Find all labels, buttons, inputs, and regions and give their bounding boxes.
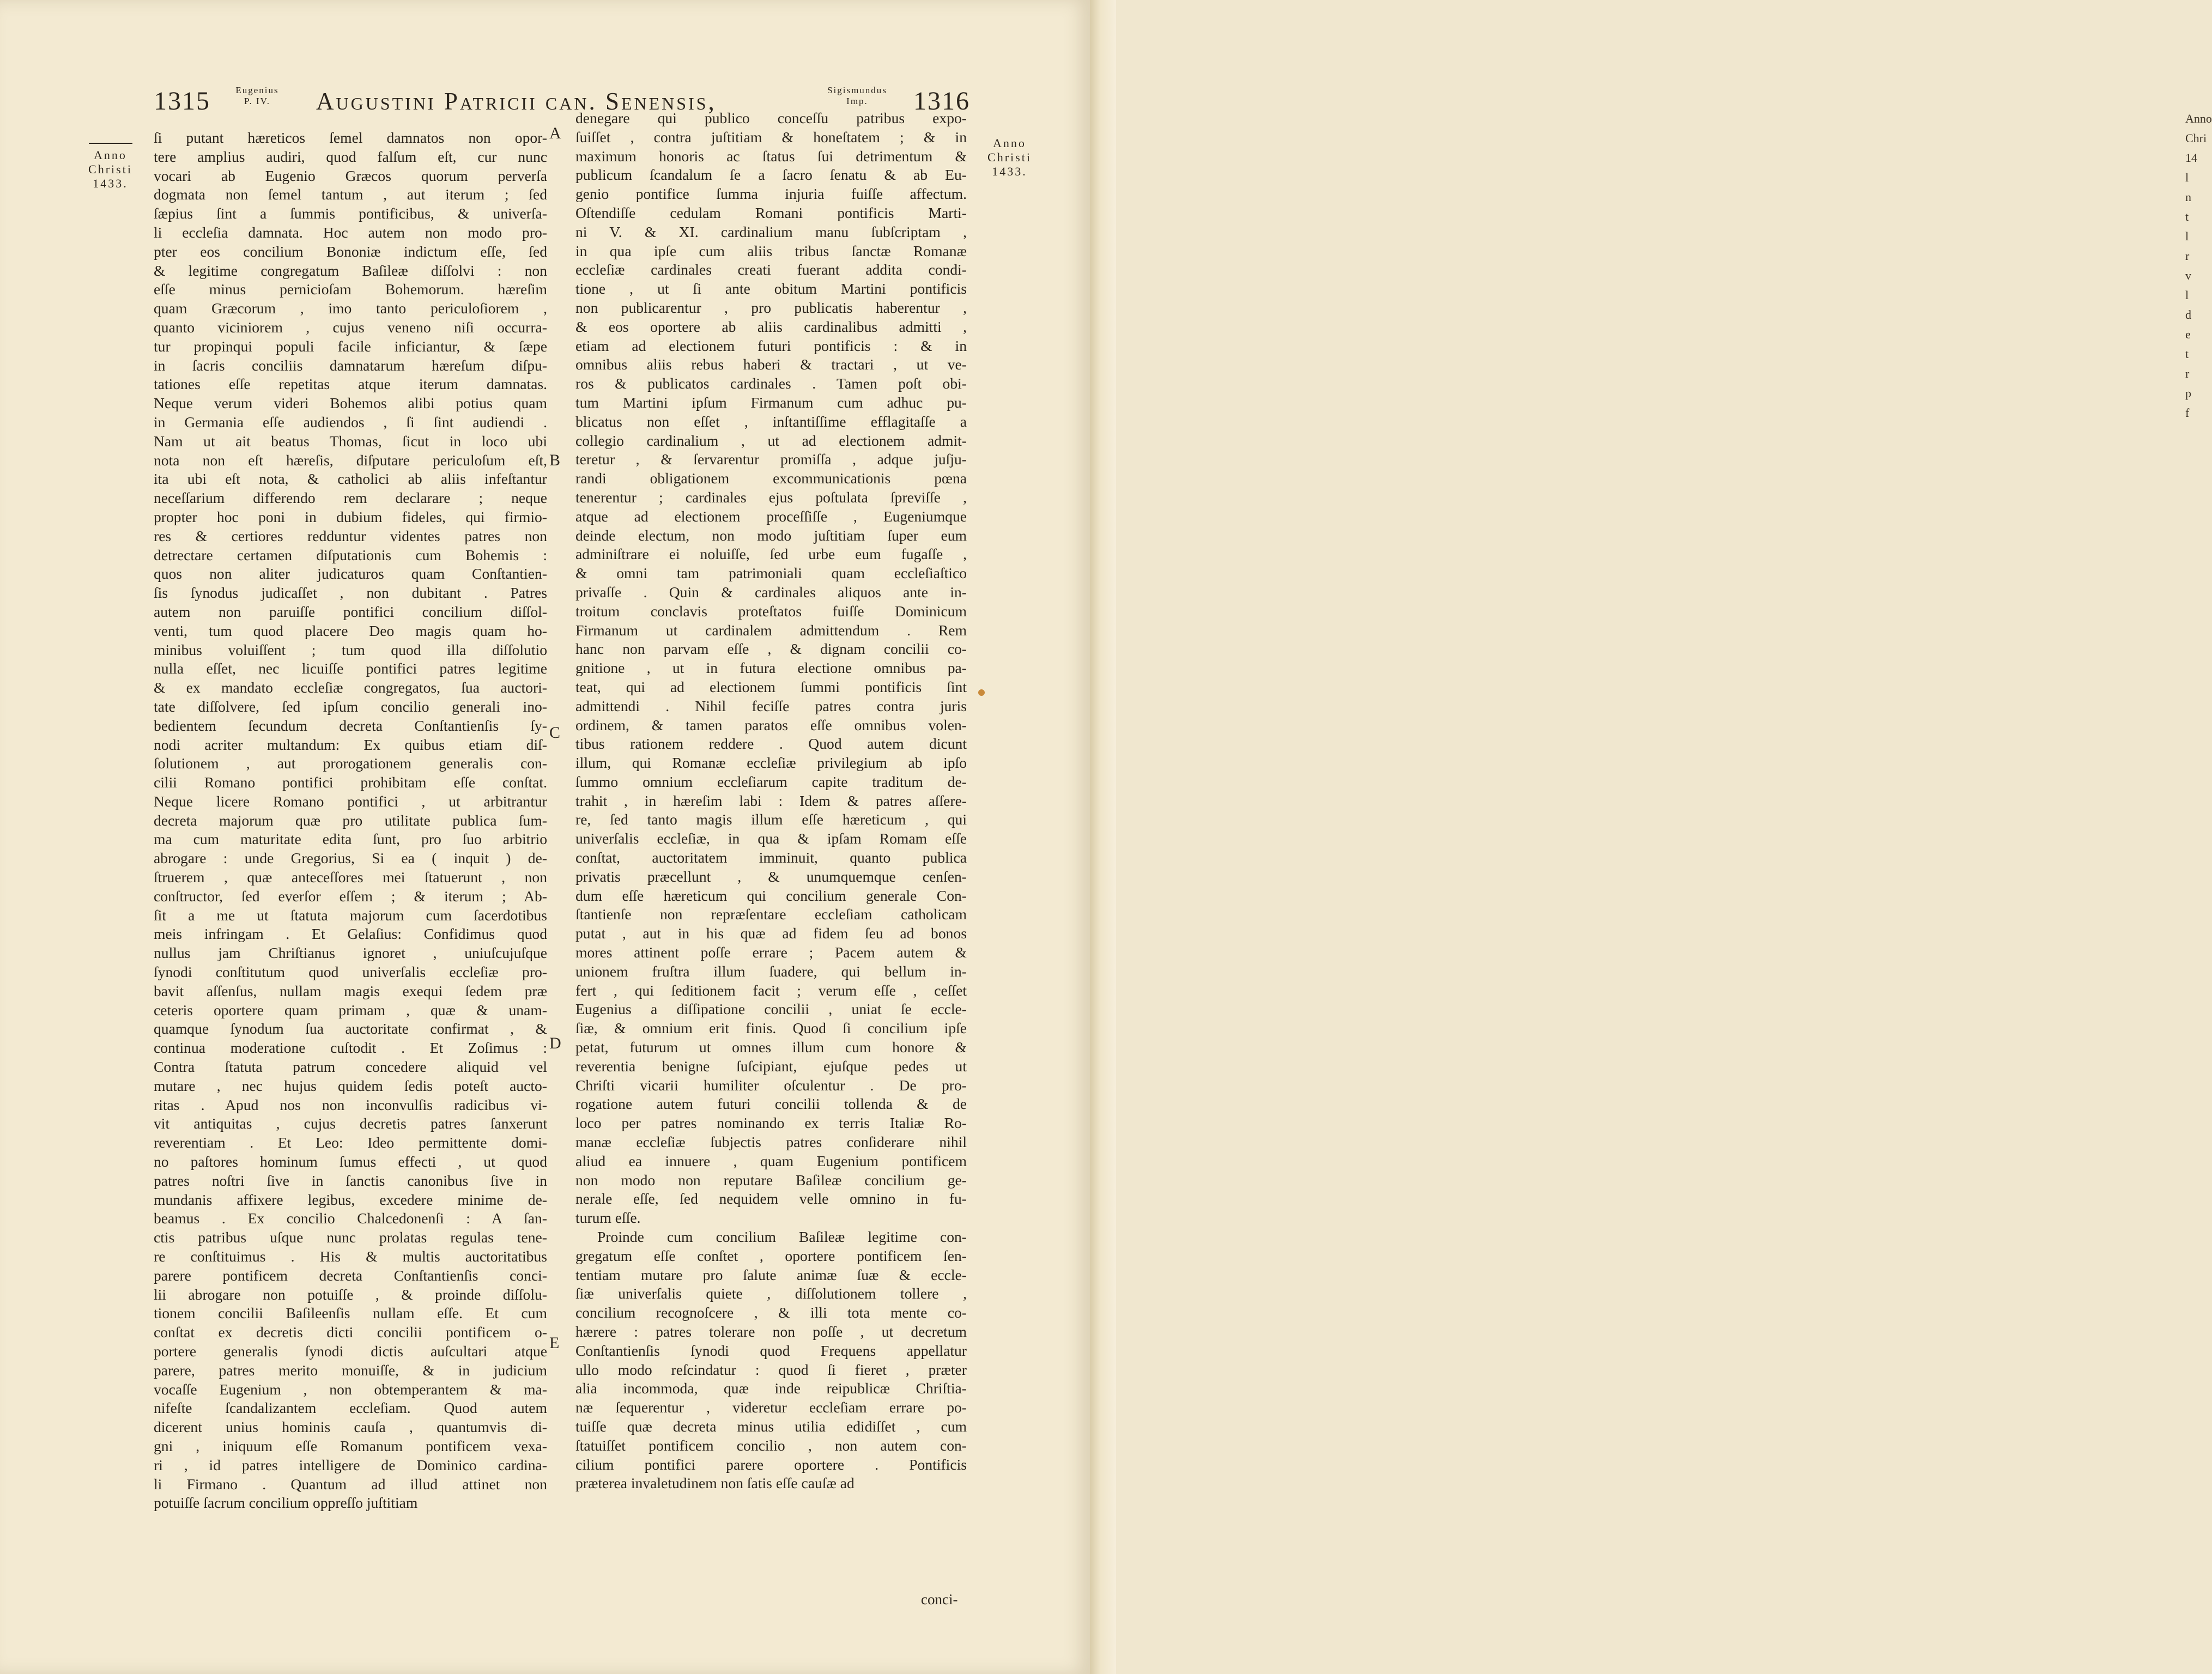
text-line: illum, qui Romanæ eccleſiæ privilegium ab ipſo: [575, 754, 967, 772]
text-line: li eccleſia damnata. Hoc autem non modo pro-: [154, 223, 547, 241]
text-line: venti, tum quod placere Deo magis quam ho-: [154, 622, 547, 639]
text-line: concilium recognoſcere , & illi tota mente co-: [575, 1304, 967, 1321]
text-line: conſtat ex decretis dicti concilii pontificem o-: [154, 1324, 547, 1341]
left-margin-note: [76, 143, 144, 191]
book-gutter: [1090, 0, 2212, 1674]
text-line: privatis præcellunt , & unumquemque cenſen-: [575, 868, 967, 885]
text-line: alia incommoda, quæ inde reipublicæ Chriſtia-: [575, 1380, 967, 1397]
text-line: tum Martini ipſum Firmanum cum adhuc pu-: [575, 393, 967, 411]
text-line: quos non aliter judicaturos quam Conſtantien-: [154, 565, 547, 583]
text-line: atque ad electionem proceſſiſſe , Eugeniumque: [575, 507, 967, 525]
text-line: patres noſtri ſive in ſanctis canonibus ſive in: [154, 1172, 547, 1189]
text-line: Neque licere Romano pontifici , ut arbitrantur: [154, 792, 547, 810]
text-line: omnibus aliis rebus haberi & tractari , ut ve-: [575, 356, 967, 373]
section-letters: [549, 0, 571, 1674]
text-line: tur propinqui populi facile inficiantur, & ſæpe: [154, 337, 547, 355]
catchword: conci-: [921, 1591, 958, 1608]
text-line: mutare , nec hujus quidem ſedis poteſt aucto-: [154, 1077, 547, 1094]
text-line: non modo non reputare Baſileæ concilium ge-: [575, 1171, 967, 1188]
margin-dash: [89, 143, 132, 144]
text-line: troitum conclavis proteſtatos fuiſſe Dominicum: [575, 602, 967, 620]
text-line: Chriſti vicarii humiliter oſculentur . De pro-: [575, 1076, 967, 1094]
left-header-note: [225, 85, 290, 107]
right-text-column: [575, 109, 967, 1493]
text-line: eſſe minus pernicioſam Bohemorum. hæreſim: [154, 281, 547, 298]
page-title: Augustini Patricii can. Senensis,: [316, 88, 717, 115]
text-line: gnitione , ut in futura electione omnibus pa-: [575, 659, 967, 677]
text-line: ordinem, & tamen paratos eſſe omnibus volen-: [575, 716, 967, 733]
text-line: ctis patribus uſque nunc prolatas regulas tene-: [154, 1229, 547, 1246]
text-line: mundanis affixere legibus, excedere minime de-: [154, 1191, 547, 1208]
text-line: nodi acriter multandum: Ex quibus etiam diſ-: [154, 736, 547, 753]
text-line: deinde electum, non modo juſtitiam ſuper eum: [575, 526, 967, 544]
next-page-fragment-line: l: [2185, 288, 2189, 302]
text-line: pter eos concilium Bononiæ indictum eſſe, ſed: [154, 242, 547, 260]
text-line: tionem concilii Baſileenſis nullam eſſe. Et cum: [154, 1305, 547, 1322]
text-line: gregatum eſſe conſtet , oportere pontificem ſen-: [575, 1247, 967, 1264]
margin-anno: Anno: [94, 148, 127, 162]
next-page-fragment-line: f: [2185, 406, 2190, 420]
text-line: univerſalis eccleſiæ, in qua & ipſam Romam eſſe: [575, 830, 967, 847]
text-line: turum eſſe.: [575, 1209, 641, 1227]
text-line: Oſtendiſſe cedulam Romani pontificis Marti-: [575, 204, 967, 221]
text-line: vit antiquitas , cujus decretis patres ſanxerunt: [154, 1115, 547, 1132]
text-line: minibus voluiſſent ; tum quod illa diſſolutio: [154, 641, 547, 658]
next-page-fragment-line: Chri: [2185, 131, 2207, 145]
text-line: autem non paruiſſe pontifici concilium diſſol-: [154, 603, 547, 620]
text-line: præterea invaletudinem non ſatis eſſe cauſæ ad: [575, 1475, 855, 1492]
right-page-number: 1316: [913, 87, 970, 116]
next-page-fragment-line: d: [2185, 308, 2191, 322]
text-line: quam Græcorum , imo tanto periculoſiorem ,: [154, 300, 547, 317]
margin-anno: Anno: [993, 136, 1026, 150]
next-page-fragment-line: p: [2185, 386, 2191, 400]
text-line: reverentia benigne ſuſcipiant, ejuſque pedes ut: [575, 1057, 967, 1075]
text-line: re, ſed tanto magis illum eſſe hæreticum , qui: [575, 811, 967, 828]
next-page-fragment-line: v: [2185, 269, 2191, 282]
left-header-note-line1: Eugenius: [235, 85, 279, 95]
margin-christi: Christi: [987, 150, 1032, 164]
text-line: parere pontificem decreta Conſtantienſis conci-: [154, 1266, 547, 1284]
right-header-note-line2: Imp.: [846, 96, 868, 106]
text-line: Contra ſtatuta patrum concedere aliquid vel: [154, 1058, 547, 1076]
text-line: ſolutionem , aut prorogationem generalis con-: [154, 755, 547, 772]
text-line: vocari ab Eugenio Græcos quorum perverſa: [154, 167, 547, 184]
text-line: rogatione autem futuri concilii tollenda & de: [575, 1095, 967, 1113]
text-line: in ſacris conciliis damnatarum hæreſum diſpu-: [154, 356, 547, 374]
next-page-fragment-line: l: [2185, 171, 2189, 184]
text-line: ullo modo reſcindatur : quod ſi fieret , præter: [575, 1361, 967, 1378]
text-line: genio pontifice ſumma injuria fuiſſe affectum.: [575, 185, 967, 203]
text-line: bavit aſſenſus, nullam magis exequi ſedem præ: [154, 982, 547, 999]
text-line: ſtruerem , quæ anteceſſores mei ſtatuerunt , non: [154, 869, 547, 886]
text-line: teretur , & ſervarentur promiſſa , adque juſju-: [575, 451, 967, 468]
text-line: admittendi . Nihil feciſſe patres contra juris: [575, 697, 967, 714]
text-line: privaſſe . Quin & cardinales aliquos ante in-: [575, 583, 967, 601]
text-line: ma cum maturitate edita ſunt, pro ſuo arbitrio: [154, 830, 547, 848]
text-line: propter hoc poni in dubium fideles, qui firmio-: [154, 508, 547, 525]
text-line: etiam ad electionem futuri pontificis : & in: [575, 337, 967, 354]
text-line: quamque ſynodum ſua auctoritate confirmat , &: [154, 1020, 547, 1038]
text-line: li Firmano . Quantum ad illud attinet non: [154, 1475, 547, 1493]
text-line: gni , iniquum eſſe Romanum pontificem vexa-: [154, 1437, 547, 1454]
text-line: tere amplius audiri, quod falſum eſt, cur nunc: [154, 148, 547, 165]
right-margin-note: [975, 136, 1044, 179]
text-line: tenerentur ; cardinales ejus poſtulata ſpreviſſe ,: [575, 488, 967, 506]
next-page-fragment-line: l: [2185, 229, 2189, 243]
text-line: ita ubi eſt nota, & catholici ab aliis infeſtantur: [154, 470, 547, 488]
text-line: collegio cardinalium , ut ad electionem admit-: [575, 432, 967, 449]
text-line: abrogare : unde Gregorius, Si ea ( inquit ) de-: [154, 850, 547, 867]
text-line: Firmanum ut cardinalem admittendum . Rem: [575, 621, 967, 639]
text-line: tate diſſolvere, ſed ipſum concilio generali ino-: [154, 698, 547, 715]
right-header-note: [805, 85, 909, 107]
text-line: conſtat, auctoritatem imminuit, quanto publica: [575, 849, 967, 866]
text-line: parere, patres merito monuiſſe, & in judicium: [154, 1361, 547, 1379]
left-header-note-line2: P. IV.: [244, 96, 271, 106]
text-line: ſtantienſe non repræſentare eccleſiam catholicam: [575, 906, 967, 923]
text-line: ni V. & XI. cardinalium manu ſubſcriptam ,: [575, 223, 967, 240]
text-line: cilium pontifici parere oportere . Pontificis: [575, 1455, 967, 1473]
text-line: tibus rationem reddere . Quod autem dicunt: [575, 735, 967, 753]
text-line: & omni tam patrimoniali quam eccleſiaſtico: [575, 565, 967, 582]
next-page-fragment-line: t: [2185, 210, 2189, 223]
text-line: cilii Romano pontifici prohibitam eſſe conſtat.: [154, 774, 547, 791]
ink-spot: [978, 689, 985, 696]
text-line: blicatus non eſſet , inſtantiſſime efflagitaſſe a: [575, 413, 967, 430]
text-line: næ ſequerentur , videretur eccleſiam errare po-: [575, 1399, 967, 1416]
section-letter: C: [549, 724, 561, 742]
text-line: vocaſſe Eugenium , non obtemperantem & ma-: [154, 1380, 547, 1398]
text-line: tentiam mutare pro ſalute animæ ſuæ & eccle-: [575, 1266, 967, 1283]
margin-year: 1433.: [93, 177, 128, 190]
text-line: nota non eſt hæreſis, diſputare periculoſum eſt,: [154, 451, 547, 469]
next-page-fragment-line: Anno: [2185, 112, 2212, 125]
text-line: tuiſſe quæ decreta minus utilia edidiſſet , cum: [575, 1417, 967, 1435]
section-letter: E: [549, 1334, 560, 1352]
margin-year: 1433.: [992, 165, 1027, 178]
text-line: mores attinent poſſe errare ; Pacem autem &: [575, 944, 967, 961]
text-line: conſtructor, ſed everſor eſſem ; & iterum ; Ab-: [154, 887, 547, 905]
text-line: ceteris oportere quam primam , quæ & unam-: [154, 1001, 547, 1018]
text-line: Neque verum videri Bohemos alibi potius quam: [154, 395, 547, 412]
text-line: nullus jam Chriſtianus ignoret , uniuſcujuſque: [154, 944, 547, 962]
text-line: dum eſſe hæreticum qui concilium generale Con-: [575, 887, 967, 904]
text-line: teat, qui ad electionem ſummi pontificis ſint: [575, 678, 967, 695]
text-line: nulla eſſet, nec licuiſſe pontifici patres legitime: [154, 660, 547, 677]
next-page-fragment-line: r: [2185, 367, 2190, 380]
text-line: ſummo omnium eccleſiarum capite traditum de-: [575, 773, 967, 790]
text-line: ſiæ, & omnium erit finis. Quod ſi concilium ipſe: [575, 1020, 967, 1037]
text-line: Conſtantienſis ſynodi quod Frequens appellatur: [575, 1342, 967, 1359]
text-line: detrectare certamen diſputationis cum Bohemis :: [154, 546, 547, 563]
section-letter: D: [549, 1034, 561, 1052]
text-line: tione , ut ſi ante obitum Martini pontificis: [575, 280, 967, 298]
text-line: eccleſiæ cardinales creati fuerant addita condi-: [575, 261, 967, 278]
text-line: ri , id patres intelligere de Dominico cardina-: [154, 1456, 547, 1473]
text-line: ſis ſynodus judicaſſet , non dubitant . Patres: [154, 584, 547, 602]
text-line: continua moderatione cuſtodit . Et Zoſimus :: [154, 1039, 547, 1057]
text-line: in Germania eſſe audiendos , ſi ſint audiendi .: [154, 413, 547, 430]
text-line: bedientem ſecundum decreta Conſtantienſis ſy-: [154, 717, 547, 734]
text-line: & eos oportere ab aliis cardinalibus admitti ,: [575, 318, 967, 335]
text-line: dicerent unius hominis cauſa , quantumvis di-: [154, 1418, 547, 1436]
text-line: unionem fruſtra illum ſuadere, qui bellum in-: [575, 962, 967, 980]
text-line: ſæpius ſint a ſummis pontificibus, & univerſa-: [154, 205, 547, 222]
text-line: tationes eſſe repetitas atque iterum damnatas.: [154, 375, 547, 393]
text-line: potuiſſe ſacrum concilium oppreſſo juſtitiam: [154, 1494, 418, 1512]
section-letter: B: [549, 451, 561, 469]
text-line: trahit , in hæreſim labi : Idem & patres aſſere-: [575, 792, 967, 809]
text-line: putat , aut in his quæ ad fidem ſeu ad bonos: [575, 925, 967, 942]
next-page-fragment-line: e: [2185, 327, 2191, 341]
next-page-fragment-line: 14: [2185, 151, 2197, 165]
text-line: beamus . Ex concilio Chalcedonenſi : A ſan-: [154, 1210, 547, 1227]
text-line: meis infringam . Et Gelaſius: Confidimus quod: [154, 925, 547, 943]
next-page-fragment-line: r: [2185, 249, 2190, 263]
margin-christi: Christi: [88, 162, 132, 176]
text-line: ſiæ univerſalis quiete , diſſolutionem tollere ,: [575, 1285, 967, 1302]
text-line: quanto viciniorem , cujus veneno niſi occurra-: [154, 318, 547, 336]
text-line: nerale eſſe, ſed nequidem velle omnino in fu-: [575, 1190, 967, 1208]
text-line: reverentiam . Et Leo: Ideo permittente domi-: [154, 1134, 547, 1151]
text-line: denegare qui publico conceſſu patribus expo-: [575, 110, 967, 126]
text-line: ſi putant hæreticos ſemel damnatos non opor-: [154, 129, 547, 146]
text-line: Eugenius a diſſipatione concilii , uniat ſe eccle-: [575, 1000, 967, 1018]
next-page-fragment-line: t: [2185, 347, 2189, 361]
text-line: ſynodi conſtitutum quod univerſalis eccleſiæ pro-: [154, 963, 547, 981]
text-line: loco per patres nominando ex terris Italiæ Ro-: [575, 1114, 967, 1132]
next-page-fragment-line: n: [2185, 190, 2191, 204]
text-line: in qua ipſe cum aliis tribus ſanctæ Romanæ: [575, 242, 967, 259]
left-text-column: [154, 129, 547, 1513]
text-line: adminiſtrare ei noluiſſe, ſed urbe eum fugaſſe ,: [575, 545, 967, 563]
text-line: maximum honoris ac ſtatus ſui detrimentum &: [575, 147, 967, 165]
text-line: & legitime congregatum Baſileæ diſſolvi : non: [154, 262, 547, 279]
text-line: nifeſte ſcandalizantem eccleſiam. Quod autem: [154, 1399, 547, 1417]
text-line: randi obligationem excommunicationis pœna: [575, 470, 967, 487]
text-line: fert , qui ſeditionem facit ; verum eſſe , ceſſet: [575, 981, 967, 999]
text-line: dogmata non ſemel tantum , aut iterum ; ſed: [154, 186, 547, 203]
text-line: non publicarentur , pro publicatis haberentur ,: [575, 299, 967, 316]
text-line: res & certiores redduntur videntes patres non: [154, 527, 547, 544]
text-line: ros & publicatos cardinales . Tamen poſt obi-: [575, 375, 967, 392]
text-line: aliud ea innuere , quam Eugenium pontificem: [575, 1152, 967, 1169]
text-line: & ex mandato eccleſiæ congregatos, ſua auctori-: [154, 679, 547, 696]
text-line: portere generalis ſynodi dictis auſcultari atque: [154, 1343, 547, 1360]
text-line: Nam ut ait beatus Thomas, ſicut in loco ubi: [154, 432, 547, 450]
left-page-number: 1315: [154, 87, 210, 116]
text-line: ritas . Apud nos non inconvulſis radicibus vi-: [154, 1096, 547, 1113]
right-header-note-line1: Sigismundus: [827, 85, 887, 95]
next-page-fragment: [2185, 109, 2212, 423]
text-line: ſtatuiſſet pontificem concilio , non autem con-: [575, 1436, 967, 1454]
text-line: hanc non parvam eſſe , & dignam concilii co-: [575, 640, 967, 658]
text-line: lii abrogare non potuiſſe , & proinde diſſolu-: [154, 1285, 547, 1303]
text-line: neceſſarium differendo rem declarare ; neque: [154, 489, 547, 507]
text-line: publicum ſcandalum ſe a ſacro ſenatu & ab Eu-: [575, 166, 967, 184]
text-line: decreta majorum quæ pro utilitate publica ſum-: [154, 811, 547, 829]
section-letter: A: [549, 124, 561, 142]
text-line: ſit a me ut ſtatuta majorum cum ſacerdotibus: [154, 906, 547, 924]
text-line: Proinde cum concilium Baſileæ legitime con-: [597, 1228, 967, 1246]
text-line: manæ eccleſiæ ſubjectis patres conſiderare nihil: [575, 1133, 967, 1151]
text-line: re conſtituimus . His & multis auctoritatibus: [154, 1248, 547, 1265]
text-line: hærere : patres tolerare non poſſe , ut decretum: [575, 1323, 967, 1340]
text-line: ſuiſſet , contra juſtitiam & honeſtatem ; & in: [575, 128, 967, 145]
text-line: petat, futurum ut omnes illum cum honore &: [575, 1039, 967, 1056]
text-line: no paſtores hominum ſumus effecti , ut quod: [154, 1153, 547, 1170]
book-page: [0, 0, 1090, 1674]
